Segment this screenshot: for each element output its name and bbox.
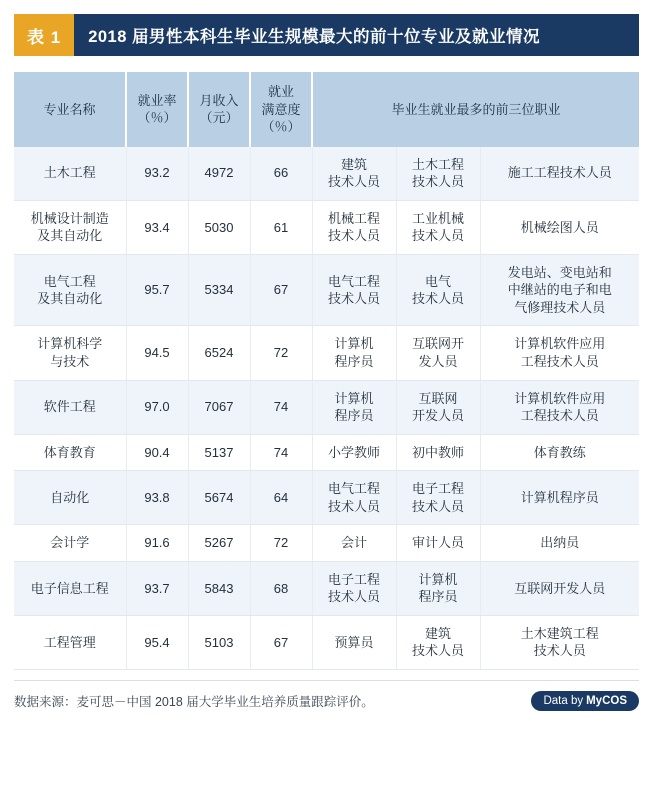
cell-job-3 bbox=[480, 147, 639, 201]
cell-job-1 bbox=[312, 525, 396, 562]
cell-employment-rate: 93.2 bbox=[126, 147, 188, 201]
cell-job-2-line1: 土木工程 bbox=[411, 156, 464, 172]
cell-job-3-line1: 机械绘图人员 bbox=[520, 219, 599, 235]
cell-job-1-line1: 电气工程 bbox=[327, 481, 380, 497]
cell-job-2-line2: 技术人员 bbox=[411, 498, 464, 514]
cell-job-3 bbox=[480, 254, 639, 326]
cell-job-2-line2: 技术人员 bbox=[411, 228, 464, 244]
cell-major-line1: 会计学 bbox=[50, 535, 90, 551]
cell-major-line1: 体育教育 bbox=[43, 444, 96, 460]
cell-job-2 bbox=[396, 200, 480, 254]
table-row bbox=[14, 561, 639, 615]
cell-employment-rate: 95.4 bbox=[126, 615, 188, 669]
cell-employment-rate: 97.0 bbox=[126, 380, 188, 434]
cell-job-2-line2: 开发人员 bbox=[411, 408, 464, 424]
figure-banner bbox=[14, 14, 639, 56]
cell-major-line1: 工程管理 bbox=[43, 634, 96, 650]
cell-job-1-line1: 电气工程 bbox=[327, 273, 380, 289]
cell-job-3 bbox=[480, 615, 639, 669]
cell-job-3-line1: 互联网开发人员 bbox=[514, 580, 606, 596]
cell-job-1 bbox=[312, 326, 396, 380]
cell-satisfaction: 72 bbox=[250, 525, 312, 562]
cell-satisfaction: 66 bbox=[250, 147, 312, 201]
cell-monthly-income: 5674 bbox=[188, 471, 250, 525]
column-header-employment-rate bbox=[126, 72, 188, 147]
cell-job-2-line1: 电子工程 bbox=[411, 481, 464, 497]
cell-job-1-line1: 计算机 bbox=[334, 390, 374, 406]
cell-job-3 bbox=[480, 434, 639, 471]
figure-title: 2018 届男性本科生毕业生规模最大的前十位专业及就业情况 bbox=[74, 14, 639, 56]
cell-job-1 bbox=[312, 434, 396, 471]
cell-job-2 bbox=[396, 326, 480, 380]
cell-job-2 bbox=[396, 615, 480, 669]
cell-job-1-line1: 会计 bbox=[340, 535, 367, 551]
column-header-top-jobs: 毕业生就业最多的前三位职业 bbox=[312, 72, 639, 147]
cell-satisfaction: 67 bbox=[250, 615, 312, 669]
table-row bbox=[14, 147, 639, 201]
column-header-satisfaction bbox=[250, 72, 312, 147]
cell-major bbox=[14, 147, 126, 201]
table-body bbox=[14, 147, 639, 670]
cell-job-3 bbox=[480, 525, 639, 562]
cell-employment-rate: 93.4 bbox=[126, 200, 188, 254]
cell-satisfaction: 67 bbox=[250, 254, 312, 326]
cell-job-3-line2: 中继站的电子和电 bbox=[507, 282, 612, 298]
table-row bbox=[14, 254, 639, 326]
cell-job-2-line1: 计算机 bbox=[418, 571, 458, 587]
column-header-major: 专业名称 bbox=[14, 72, 126, 147]
cell-job-1-line2: 技术人员 bbox=[327, 589, 380, 605]
column-header-monthly-income-line2: （元） bbox=[199, 110, 239, 126]
cell-job-3-line3: 气修理技术人员 bbox=[514, 299, 606, 315]
cell-employment-rate: 90.4 bbox=[126, 434, 188, 471]
cell-monthly-income: 6524 bbox=[188, 326, 250, 380]
cell-job-1-line1: 计算机 bbox=[334, 336, 374, 352]
cell-job-2 bbox=[396, 434, 480, 471]
data-provider-badge bbox=[531, 691, 639, 711]
cell-job-2 bbox=[396, 147, 480, 201]
table-row bbox=[14, 615, 639, 669]
cell-job-3 bbox=[480, 561, 639, 615]
table-header-row bbox=[14, 72, 639, 147]
column-header-satisfaction-line2: 满意度 bbox=[261, 101, 301, 117]
cell-monthly-income: 5334 bbox=[188, 254, 250, 326]
cell-job-1-line2: 技术人员 bbox=[327, 174, 380, 190]
cell-major-line1: 自动化 bbox=[50, 489, 90, 505]
cell-job-1 bbox=[312, 380, 396, 434]
column-header-satisfaction-line3: （％） bbox=[261, 119, 301, 135]
table-row bbox=[14, 380, 639, 434]
cell-job-2-line2: 技术人员 bbox=[411, 174, 464, 190]
cell-job-2-line1: 电气 bbox=[424, 273, 451, 289]
table-header bbox=[14, 72, 639, 147]
cell-satisfaction: 61 bbox=[250, 200, 312, 254]
data-provider-brand: MyCOS bbox=[586, 695, 627, 708]
cell-job-1 bbox=[312, 254, 396, 326]
cell-job-2-line1: 审计人员 bbox=[411, 535, 464, 551]
cell-monthly-income: 5137 bbox=[188, 434, 250, 471]
cell-major bbox=[14, 326, 126, 380]
cell-job-2-line1: 建筑 bbox=[424, 625, 451, 641]
cell-major bbox=[14, 561, 126, 615]
cell-satisfaction: 74 bbox=[250, 380, 312, 434]
cell-major bbox=[14, 525, 126, 562]
cell-major-line1: 机械设计制造 bbox=[30, 210, 109, 226]
table-row bbox=[14, 200, 639, 254]
cell-job-1-line2: 技术人员 bbox=[327, 498, 380, 514]
cell-monthly-income: 7067 bbox=[188, 380, 250, 434]
cell-job-1-line1: 机械工程 bbox=[327, 210, 380, 226]
cell-major bbox=[14, 471, 126, 525]
cell-job-3-line1: 计算机软件应用 bbox=[514, 336, 606, 352]
cell-major-line2: 及其自动化 bbox=[37, 228, 103, 244]
table-row bbox=[14, 434, 639, 471]
employment-table bbox=[14, 72, 639, 670]
cell-monthly-income: 4972 bbox=[188, 147, 250, 201]
figure-footer bbox=[14, 680, 639, 711]
cell-major-line2: 与技术 bbox=[50, 354, 90, 370]
cell-job-1-line2: 技术人员 bbox=[327, 291, 380, 307]
cell-job-1 bbox=[312, 471, 396, 525]
cell-monthly-income: 5843 bbox=[188, 561, 250, 615]
cell-satisfaction: 74 bbox=[250, 434, 312, 471]
cell-major-line2: 及其自动化 bbox=[37, 291, 103, 307]
cell-job-3-line2: 工程技术人员 bbox=[520, 408, 599, 424]
cell-employment-rate: 93.8 bbox=[126, 471, 188, 525]
cell-major-line1: 软件工程 bbox=[43, 399, 96, 415]
cell-job-2-line2: 发人员 bbox=[418, 354, 458, 370]
cell-job-1-line2: 技术人员 bbox=[327, 228, 380, 244]
cell-job-2-line1: 互联网 bbox=[418, 390, 458, 406]
cell-job-2-line2: 技术人员 bbox=[411, 643, 464, 659]
cell-satisfaction: 72 bbox=[250, 326, 312, 380]
column-header-monthly-income bbox=[188, 72, 250, 147]
cell-major bbox=[14, 200, 126, 254]
cell-satisfaction: 68 bbox=[250, 561, 312, 615]
cell-job-3 bbox=[480, 326, 639, 380]
cell-monthly-income: 5267 bbox=[188, 525, 250, 562]
cell-job-3-line1: 体育教练 bbox=[533, 444, 586, 460]
cell-job-1 bbox=[312, 200, 396, 254]
cell-job-2 bbox=[396, 254, 480, 326]
cell-job-3-line1: 计算机程序员 bbox=[520, 489, 599, 505]
cell-job-1-line1: 预算员 bbox=[334, 634, 374, 650]
cell-employment-rate: 93.7 bbox=[126, 561, 188, 615]
cell-job-2 bbox=[396, 561, 480, 615]
cell-major bbox=[14, 434, 126, 471]
cell-job-3-line1: 发电站、变电站和 bbox=[507, 264, 612, 280]
figure-number-tag: 表 1 bbox=[14, 14, 74, 56]
cell-major bbox=[14, 615, 126, 669]
cell-job-2 bbox=[396, 471, 480, 525]
cell-job-2 bbox=[396, 525, 480, 562]
cell-job-2-line2: 程序员 bbox=[418, 589, 458, 605]
column-header-employment-rate-line1: 就业率 bbox=[137, 92, 177, 108]
cell-monthly-income: 5103 bbox=[188, 615, 250, 669]
cell-satisfaction: 64 bbox=[250, 471, 312, 525]
cell-job-1-line1: 电子工程 bbox=[327, 571, 380, 587]
cell-job-1 bbox=[312, 561, 396, 615]
column-header-monthly-income-line1: 月收入 bbox=[199, 92, 239, 108]
cell-job-3 bbox=[480, 380, 639, 434]
cell-job-1-line2: 程序员 bbox=[334, 408, 374, 424]
table-row bbox=[14, 471, 639, 525]
cell-job-3 bbox=[480, 471, 639, 525]
cell-job-1 bbox=[312, 615, 396, 669]
data-provider-prefix: Data by bbox=[543, 695, 584, 708]
cell-job-3-line1: 施工工程技术人员 bbox=[507, 165, 612, 181]
cell-employment-rate: 95.7 bbox=[126, 254, 188, 326]
cell-job-3 bbox=[480, 200, 639, 254]
cell-employment-rate: 91.6 bbox=[126, 525, 188, 562]
cell-job-2-line1: 工业机械 bbox=[411, 210, 464, 226]
cell-job-2-line2: 技术人员 bbox=[411, 291, 464, 307]
cell-job-3-line2: 工程技术人员 bbox=[520, 354, 599, 370]
cell-job-3-line1: 出纳员 bbox=[540, 535, 580, 551]
cell-job-1-line1: 小学教师 bbox=[327, 444, 380, 460]
cell-major-line1: 土木工程 bbox=[43, 165, 96, 181]
cell-job-1-line2: 程序员 bbox=[334, 354, 374, 370]
data-source-note: 数据来源：麦可思－中国 2018 届大学毕业生培养质量跟踪评价。 bbox=[14, 695, 374, 710]
table-row bbox=[14, 525, 639, 562]
cell-major bbox=[14, 254, 126, 326]
cell-job-1-line1: 建筑 bbox=[340, 156, 367, 172]
column-header-satisfaction-line1: 就业 bbox=[267, 84, 294, 99]
column-header-employment-rate-line2: （％） bbox=[137, 110, 177, 126]
cell-job-3-line1: 计算机软件应用 bbox=[514, 390, 606, 406]
cell-employment-rate: 94.5 bbox=[126, 326, 188, 380]
cell-major-line1: 电气工程 bbox=[43, 273, 96, 289]
cell-job-2 bbox=[396, 380, 480, 434]
cell-job-3-line2: 技术人员 bbox=[533, 643, 586, 659]
cell-job-1 bbox=[312, 147, 396, 201]
cell-major-line1: 电子信息工程 bbox=[30, 580, 109, 596]
table-row bbox=[14, 326, 639, 380]
cell-monthly-income: 5030 bbox=[188, 200, 250, 254]
cell-major-line1: 计算机科学 bbox=[37, 336, 103, 352]
cell-job-2-line1: 初中教师 bbox=[411, 444, 464, 460]
cell-major bbox=[14, 380, 126, 434]
cell-job-3-line1: 土木建筑工程 bbox=[520, 625, 599, 641]
cell-job-2-line1: 互联网开 bbox=[411, 336, 464, 352]
